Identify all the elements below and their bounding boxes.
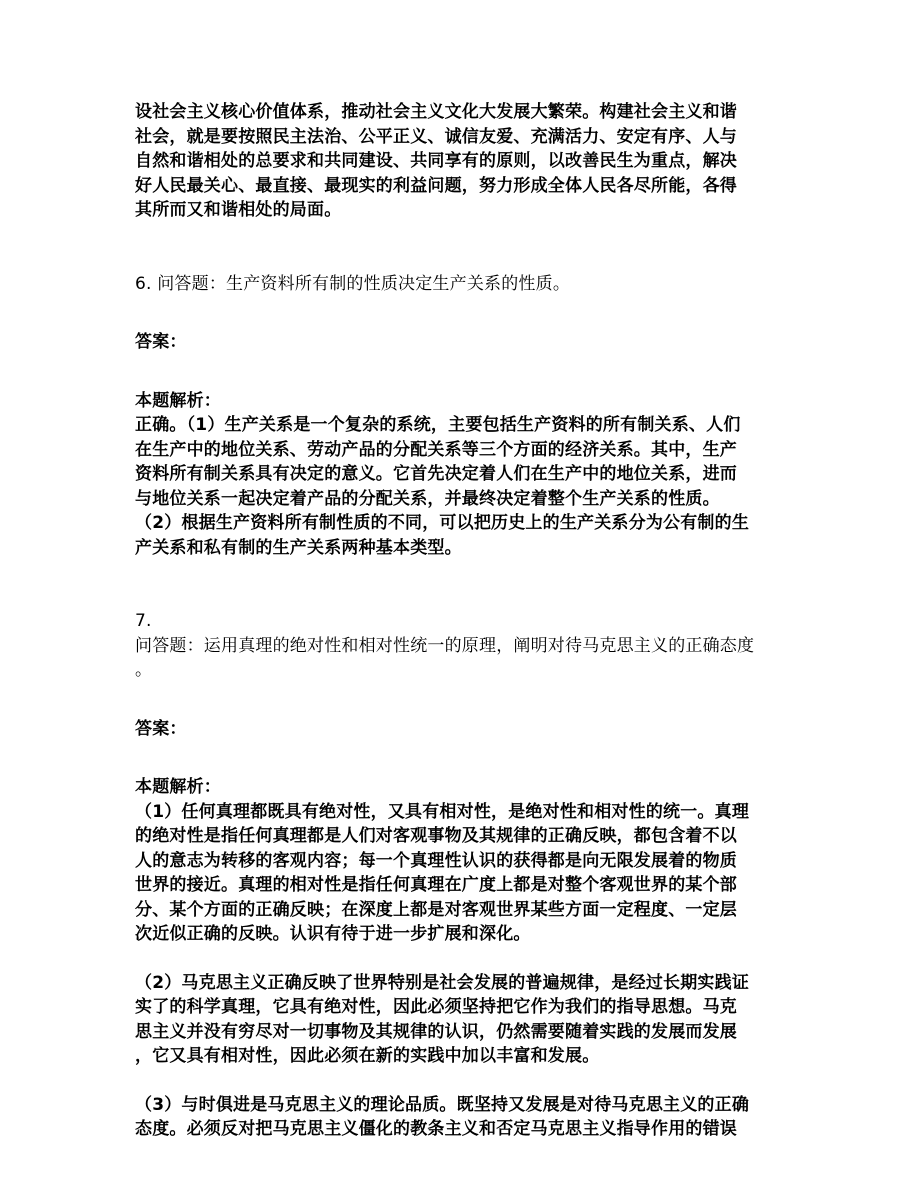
text-line: 好人民最关心、最直接、最现实的利益问题，努力形成全体人民各尽所能，各得	[135, 175, 737, 196]
analysis-label: 本题解析：	[135, 777, 221, 797]
spacer	[135, 741, 785, 775]
text-line: 人的意志为转移的客观内容；每一个真理性认识的获得都是向无限发展着的物质	[135, 850, 737, 871]
spacer	[135, 947, 785, 971]
text-line: 的绝对性是指任何真理都是人们对客观事物及其规律的正确反映，都包含着不以	[135, 826, 737, 846]
spacer	[135, 355, 785, 389]
text-line: 态度。必须反对把马克思主义僵化的教条主义和否定马克思主义指导作用的错误	[135, 1119, 737, 1139]
text-line: 社会，就是要按照民主法治、公平正义、诚信友爱、充满活力、安定有序、人与	[135, 126, 737, 147]
analysis-6	[135, 389, 785, 561]
answer-label: 答案：	[135, 718, 187, 739]
text-line: 资料所有制关系具有决定的意义。它首先决定着人们在生产中的地位关系，进而	[135, 464, 737, 484]
question-7	[135, 609, 785, 683]
text-line: 与地位关系一起决定着产品的分配关系，并最终决定着整个生产关系的性质。	[135, 488, 720, 509]
text-line: 实了的科学真理，它具有绝对性，因此必须坚持把它作为我们的指导思想。马克	[135, 997, 737, 1017]
text-line: 设社会主义核心价值体系，推动社会主义文化大发展大繁荣。构建社会主义和谐	[135, 102, 737, 122]
answer-label-6	[135, 330, 785, 355]
text-line: （3）与时俱进是马克思主义的理论品质。既坚持又发展是对待马克思主义的正确	[135, 1094, 750, 1115]
text-line: 在生产中的地位关系、劳动产品的分配关系等三个方面的经济关系。其中，生产	[135, 439, 737, 460]
text-line: （2）马克思主义正确反映了世界特别是社会发展的普遍规律，是经过长期实践证	[135, 972, 750, 993]
spacer	[135, 223, 785, 272]
spacer	[135, 1069, 785, 1093]
text-line: 其所而又和谐相处的局面。	[135, 200, 342, 220]
analysis-7-part-1	[135, 775, 785, 947]
document-page	[135, 100, 785, 1142]
question-text: 问答题：运用真理的绝对性和相对性统一的原理，阐明对待马克思主义的正确态度	[135, 635, 755, 656]
answer-label: 答案：	[135, 332, 187, 352]
text-line: 次近似正确的反映。认识有待于进一步扩展和深化。	[135, 924, 531, 944]
text-line: （1）任何真理都既具有绝对性，又具有相对性，是绝对性和相对性的统一。真理	[135, 801, 750, 822]
question-number: 7.	[135, 611, 152, 631]
text-line: 分、某个方面的正确反映；在深度上都是对客观世界某些方面一定程度、一定层	[135, 899, 737, 920]
text-line: ，它又具有相对性，因此必须在新的实践中加以丰富和发展。	[135, 1046, 600, 1066]
spacer	[135, 296, 785, 330]
analysis-7-part-3	[135, 1093, 785, 1142]
spacer	[135, 560, 785, 609]
text-line: 自然和谐相处的总要求和共同建设、共同享有的原则，以改善民生为重点，解决	[135, 151, 737, 171]
text-line: （2）根据生产资料所有制性质的不同，可以把历史上的生产关系分为公有制的生	[135, 513, 750, 533]
question-text: 。	[135, 660, 153, 680]
text-line: 思主义并没有穷尽对一切事物及其规律的认识，仍然需要随着实践的发展而发展	[135, 1021, 737, 1042]
question-text: 6. 问答题：生产资料所有制的性质决定生产关系的性质。	[135, 273, 571, 294]
analysis-7-part-2	[135, 971, 785, 1069]
text-line: 正确。（1）生产关系是一个复杂的系统，主要包括生产资料的所有制关系、人们	[135, 415, 741, 435]
intro-paragraph	[135, 100, 785, 223]
analysis-label: 本题解析：	[135, 390, 221, 411]
answer-label-7	[135, 717, 785, 742]
question-6	[135, 272, 785, 297]
text-line: 产关系和私有制的生产关系两种基本类型。	[135, 537, 462, 558]
text-line: 世界的接近。真理的相对性是指任何真理在广度上都是对整个客观世界的某个部	[135, 875, 737, 895]
spacer	[135, 683, 785, 717]
